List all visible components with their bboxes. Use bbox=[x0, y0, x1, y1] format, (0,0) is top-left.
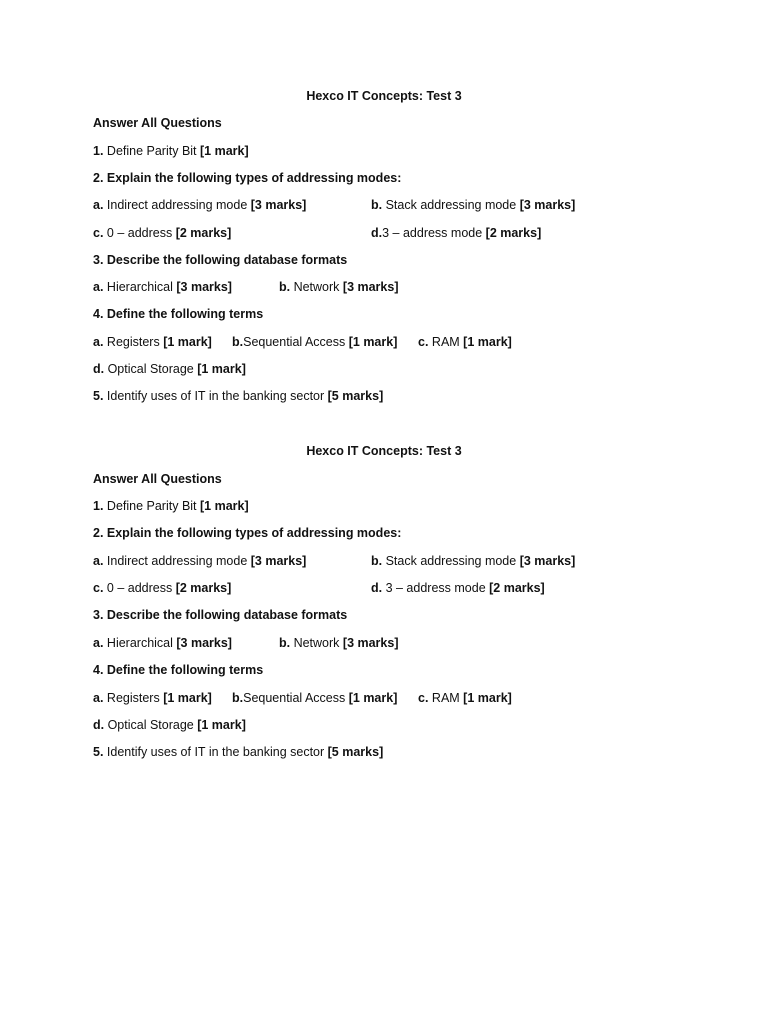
marks: [2 marks] bbox=[485, 226, 542, 240]
question-1 bbox=[93, 142, 249, 160]
instruction: Answer All Questions bbox=[93, 472, 222, 486]
question-4c bbox=[418, 689, 512, 707]
item-label: c. bbox=[93, 226, 104, 240]
question-2a bbox=[93, 196, 306, 214]
question-4d bbox=[93, 716, 246, 734]
marks: [1 mark] bbox=[163, 335, 212, 349]
item-text: Indirect addressing mode bbox=[103, 554, 251, 568]
test-title: Hexco IT Concepts: Test 3 bbox=[306, 444, 462, 458]
question-text: Define Parity Bit bbox=[103, 499, 201, 513]
marks: [1 mark] bbox=[197, 362, 246, 376]
item-text: RAM bbox=[428, 691, 464, 705]
question-4-heading: 4. Define the following terms bbox=[93, 307, 264, 321]
item-label: d. bbox=[371, 581, 383, 595]
item-text: Optical Storage bbox=[104, 718, 198, 732]
item-label: b. bbox=[371, 554, 383, 568]
item-text: Indirect addressing mode bbox=[103, 198, 251, 212]
item-text: Optical Storage bbox=[104, 362, 198, 376]
question-2c bbox=[93, 224, 231, 242]
marks: [3 marks] bbox=[342, 280, 399, 294]
question-2a bbox=[93, 552, 306, 570]
question-4a bbox=[93, 689, 212, 707]
question-3-heading: 3. Describe the following database formats bbox=[93, 608, 348, 622]
marks: [3 marks] bbox=[519, 554, 576, 568]
question-2-heading: 2. Explain the following types of addressing modes: bbox=[93, 526, 402, 540]
item-label: a. bbox=[93, 280, 104, 294]
marks: [3 marks] bbox=[176, 636, 232, 650]
item-text: 3 – address mode bbox=[382, 226, 486, 240]
item-text: RAM bbox=[428, 335, 464, 349]
question-5 bbox=[93, 387, 383, 405]
item-text: Network bbox=[290, 280, 343, 294]
item-text: Stack addressing mode bbox=[382, 198, 520, 212]
question-4c bbox=[418, 333, 512, 351]
question-4-heading: 4. Define the following terms bbox=[93, 663, 264, 677]
question-3b bbox=[279, 634, 399, 652]
question-3b bbox=[279, 278, 399, 296]
item-text: Stack addressing mode bbox=[382, 554, 520, 568]
question-2-heading: 2. Explain the following types of addressing modes: bbox=[93, 171, 402, 185]
item-label: d. bbox=[93, 718, 105, 732]
marks: [3 marks] bbox=[250, 554, 307, 568]
question-text: Identify uses of IT in the banking sector bbox=[103, 389, 328, 403]
item-label: a. bbox=[93, 198, 104, 212]
question-text: Define Parity Bit bbox=[103, 144, 201, 158]
question-3a bbox=[93, 634, 232, 652]
item-text: Registers bbox=[103, 691, 164, 705]
question-1 bbox=[93, 497, 249, 515]
item-label: a. bbox=[93, 554, 104, 568]
marks: [1 mark] bbox=[463, 691, 512, 705]
marks: [1 mark] bbox=[200, 499, 249, 513]
question-4d bbox=[93, 360, 246, 378]
item-label: b. bbox=[279, 636, 291, 650]
item-text: 0 – address bbox=[103, 226, 176, 240]
item-label: b. bbox=[371, 198, 383, 212]
marks: [1 mark] bbox=[200, 144, 249, 158]
marks: [5 marks] bbox=[327, 389, 384, 403]
marks: [1 mark] bbox=[348, 335, 398, 349]
marks: [2 marks] bbox=[489, 581, 545, 595]
item-label: a. bbox=[93, 335, 104, 349]
item-text: Sequential Access bbox=[243, 335, 349, 349]
marks: [5 marks] bbox=[327, 745, 384, 759]
marks: [1 mark] bbox=[348, 691, 398, 705]
marks: [1 mark] bbox=[163, 691, 212, 705]
question-2d bbox=[371, 579, 545, 597]
item-label: a. bbox=[93, 636, 104, 650]
test-title: Hexco IT Concepts: Test 3 bbox=[306, 89, 462, 103]
item-label: d. bbox=[371, 226, 383, 240]
item-text: 3 – address mode bbox=[382, 581, 490, 595]
item-label: b. bbox=[279, 280, 291, 294]
question-number: 1. bbox=[93, 144, 104, 158]
item-text: Hierarchical bbox=[103, 280, 177, 294]
item-label: c. bbox=[418, 691, 429, 705]
question-2b bbox=[371, 552, 575, 570]
question-4b bbox=[232, 689, 397, 707]
instruction: Answer All Questions bbox=[93, 116, 222, 130]
question-number: 5. bbox=[93, 745, 104, 759]
question-2b bbox=[371, 196, 575, 214]
marks: [3 marks] bbox=[176, 280, 232, 294]
marks: [3 marks] bbox=[250, 198, 307, 212]
question-3a bbox=[93, 278, 232, 296]
item-label: b. bbox=[232, 335, 244, 349]
item-text: Network bbox=[290, 636, 343, 650]
marks: [3 marks] bbox=[342, 636, 399, 650]
question-4b bbox=[232, 333, 397, 351]
item-label: a. bbox=[93, 691, 104, 705]
item-label: b. bbox=[232, 691, 244, 705]
marks: [2 marks] bbox=[175, 581, 232, 595]
item-label: d. bbox=[93, 362, 105, 376]
marks: [1 mark] bbox=[463, 335, 512, 349]
question-number: 1. bbox=[93, 499, 104, 513]
item-label: c. bbox=[418, 335, 429, 349]
marks: [2 marks] bbox=[175, 226, 232, 240]
question-2c bbox=[93, 579, 231, 597]
question-5 bbox=[93, 743, 383, 761]
item-text: Hierarchical bbox=[103, 636, 177, 650]
question-4a bbox=[93, 333, 212, 351]
marks: [3 marks] bbox=[519, 198, 576, 212]
item-text: Sequential Access bbox=[243, 691, 349, 705]
question-text: Identify uses of IT in the banking sector bbox=[103, 745, 328, 759]
question-2d bbox=[371, 224, 541, 242]
item-label: c. bbox=[93, 581, 104, 595]
question-3-heading: 3. Describe the following database formats bbox=[93, 253, 348, 267]
marks: [1 mark] bbox=[197, 718, 246, 732]
item-text: Registers bbox=[103, 335, 164, 349]
item-text: 0 – address bbox=[103, 581, 176, 595]
question-number: 5. bbox=[93, 389, 104, 403]
